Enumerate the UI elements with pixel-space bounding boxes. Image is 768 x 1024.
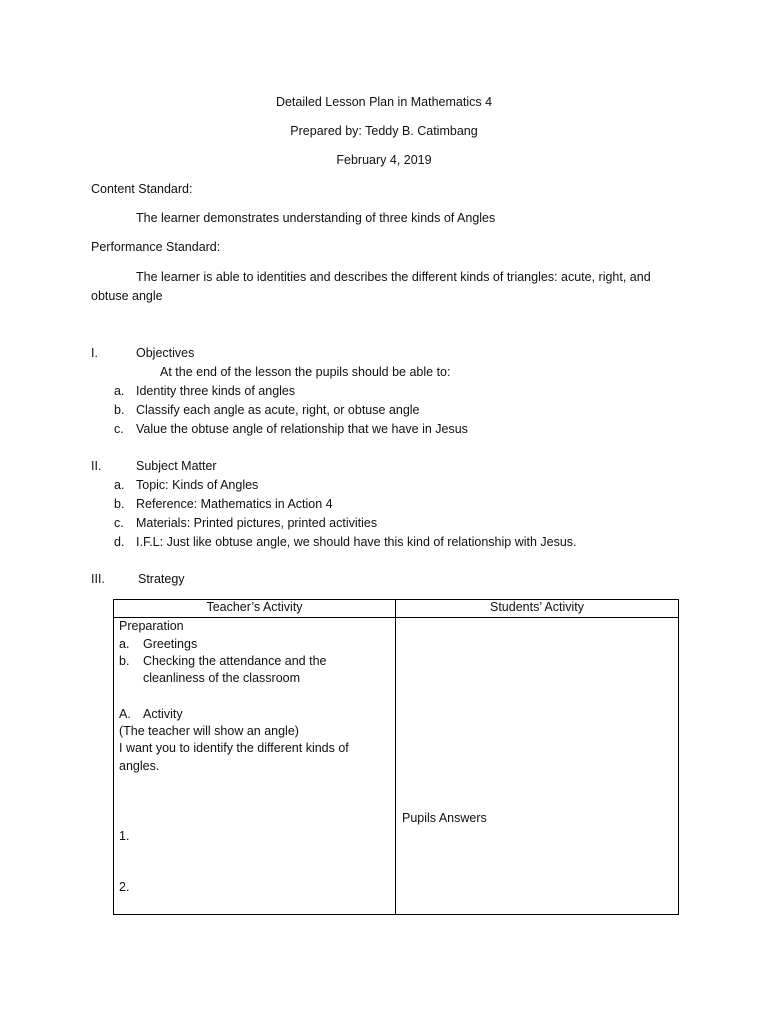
preparation-label: Preparation (119, 619, 184, 633)
objective-marker: b. (114, 403, 125, 417)
objective-marker: a. (114, 384, 125, 398)
performance-standard-label: Performance Standard: (91, 240, 221, 254)
strategy-title: Strategy (138, 572, 185, 586)
activity-label: Activity (143, 707, 183, 721)
subject-item: Topic: Kinds of Angles (136, 478, 259, 492)
prep-marker: b. (119, 654, 130, 668)
subject-item: Materials: Printed pictures, printed activities (136, 516, 378, 530)
teacher-instruction-line2: angles. (119, 759, 160, 773)
performance-standard-text-line2: obtuse angle (91, 289, 163, 303)
document-title: Detailed Lesson Plan in Mathematics 4 (275, 95, 493, 109)
strategy-numeral: III. (91, 572, 105, 586)
performance-standard-text-line1: The learner is able to identities and describes the different kinds of triangles: acute, right, and (136, 270, 651, 284)
objectives-intro: At the end of the lesson the pupils should be able to: (160, 365, 451, 379)
objective-item: Identity three kinds of angles (136, 384, 296, 398)
subject-marker: d. (114, 535, 125, 549)
content-standard-label: Content Standard: (91, 182, 193, 196)
teacher-instruction-line1: I want you to identify the different kinds of (119, 741, 349, 755)
prep-item-line1: Checking the attendance and the (143, 654, 327, 668)
table-row (114, 618, 679, 915)
prep-marker: a. (119, 637, 130, 651)
content-standard-text: The learner demonstrates understanding of three kinds of Angles (136, 211, 496, 225)
teacher-activity-header: Teacher’s Activity (114, 600, 396, 618)
prep-item: Greetings (143, 637, 198, 651)
subject-item: Reference: Mathematics in Action 4 (136, 497, 333, 511)
objective-marker: c. (114, 422, 124, 436)
objective-item: Value the obtuse angle of relationship that we have in Jesus (136, 422, 468, 436)
table-header-row (114, 600, 679, 618)
item-number-2: 2. (119, 880, 130, 894)
objectives-title: Objectives (136, 346, 195, 360)
subject-matter-numeral: II. (91, 459, 102, 473)
students-activity-header: Students’ Activity (396, 600, 679, 618)
teacher-activity-cell (114, 618, 396, 915)
item-number-1: 1. (119, 829, 130, 843)
subject-marker: b. (114, 497, 125, 511)
activity-marker: A. (119, 707, 131, 721)
lesson-date: February 4, 2019 (336, 153, 432, 167)
prep-item-line2: cleanliness of the classroom (143, 671, 301, 685)
subject-item: I.F.L: Just like obtuse angle, we should have this kind of relationship with Jesus. (136, 535, 577, 549)
students-activity-cell (396, 618, 679, 915)
strategy-table (113, 599, 679, 915)
prepared-by: Prepared by: Teddy B. Catimbang (290, 124, 478, 138)
pupils-answers: Pupils Answers (402, 811, 487, 825)
objectives-numeral: I. (91, 346, 98, 360)
subject-marker: c. (114, 516, 124, 530)
objective-item: Classify each angle as acute, right, or obtuse angle (136, 403, 420, 417)
subject-marker: a. (114, 478, 125, 492)
teacher-note: (The teacher will show an angle) (119, 724, 299, 738)
subject-matter-title: Subject Matter (136, 459, 217, 473)
